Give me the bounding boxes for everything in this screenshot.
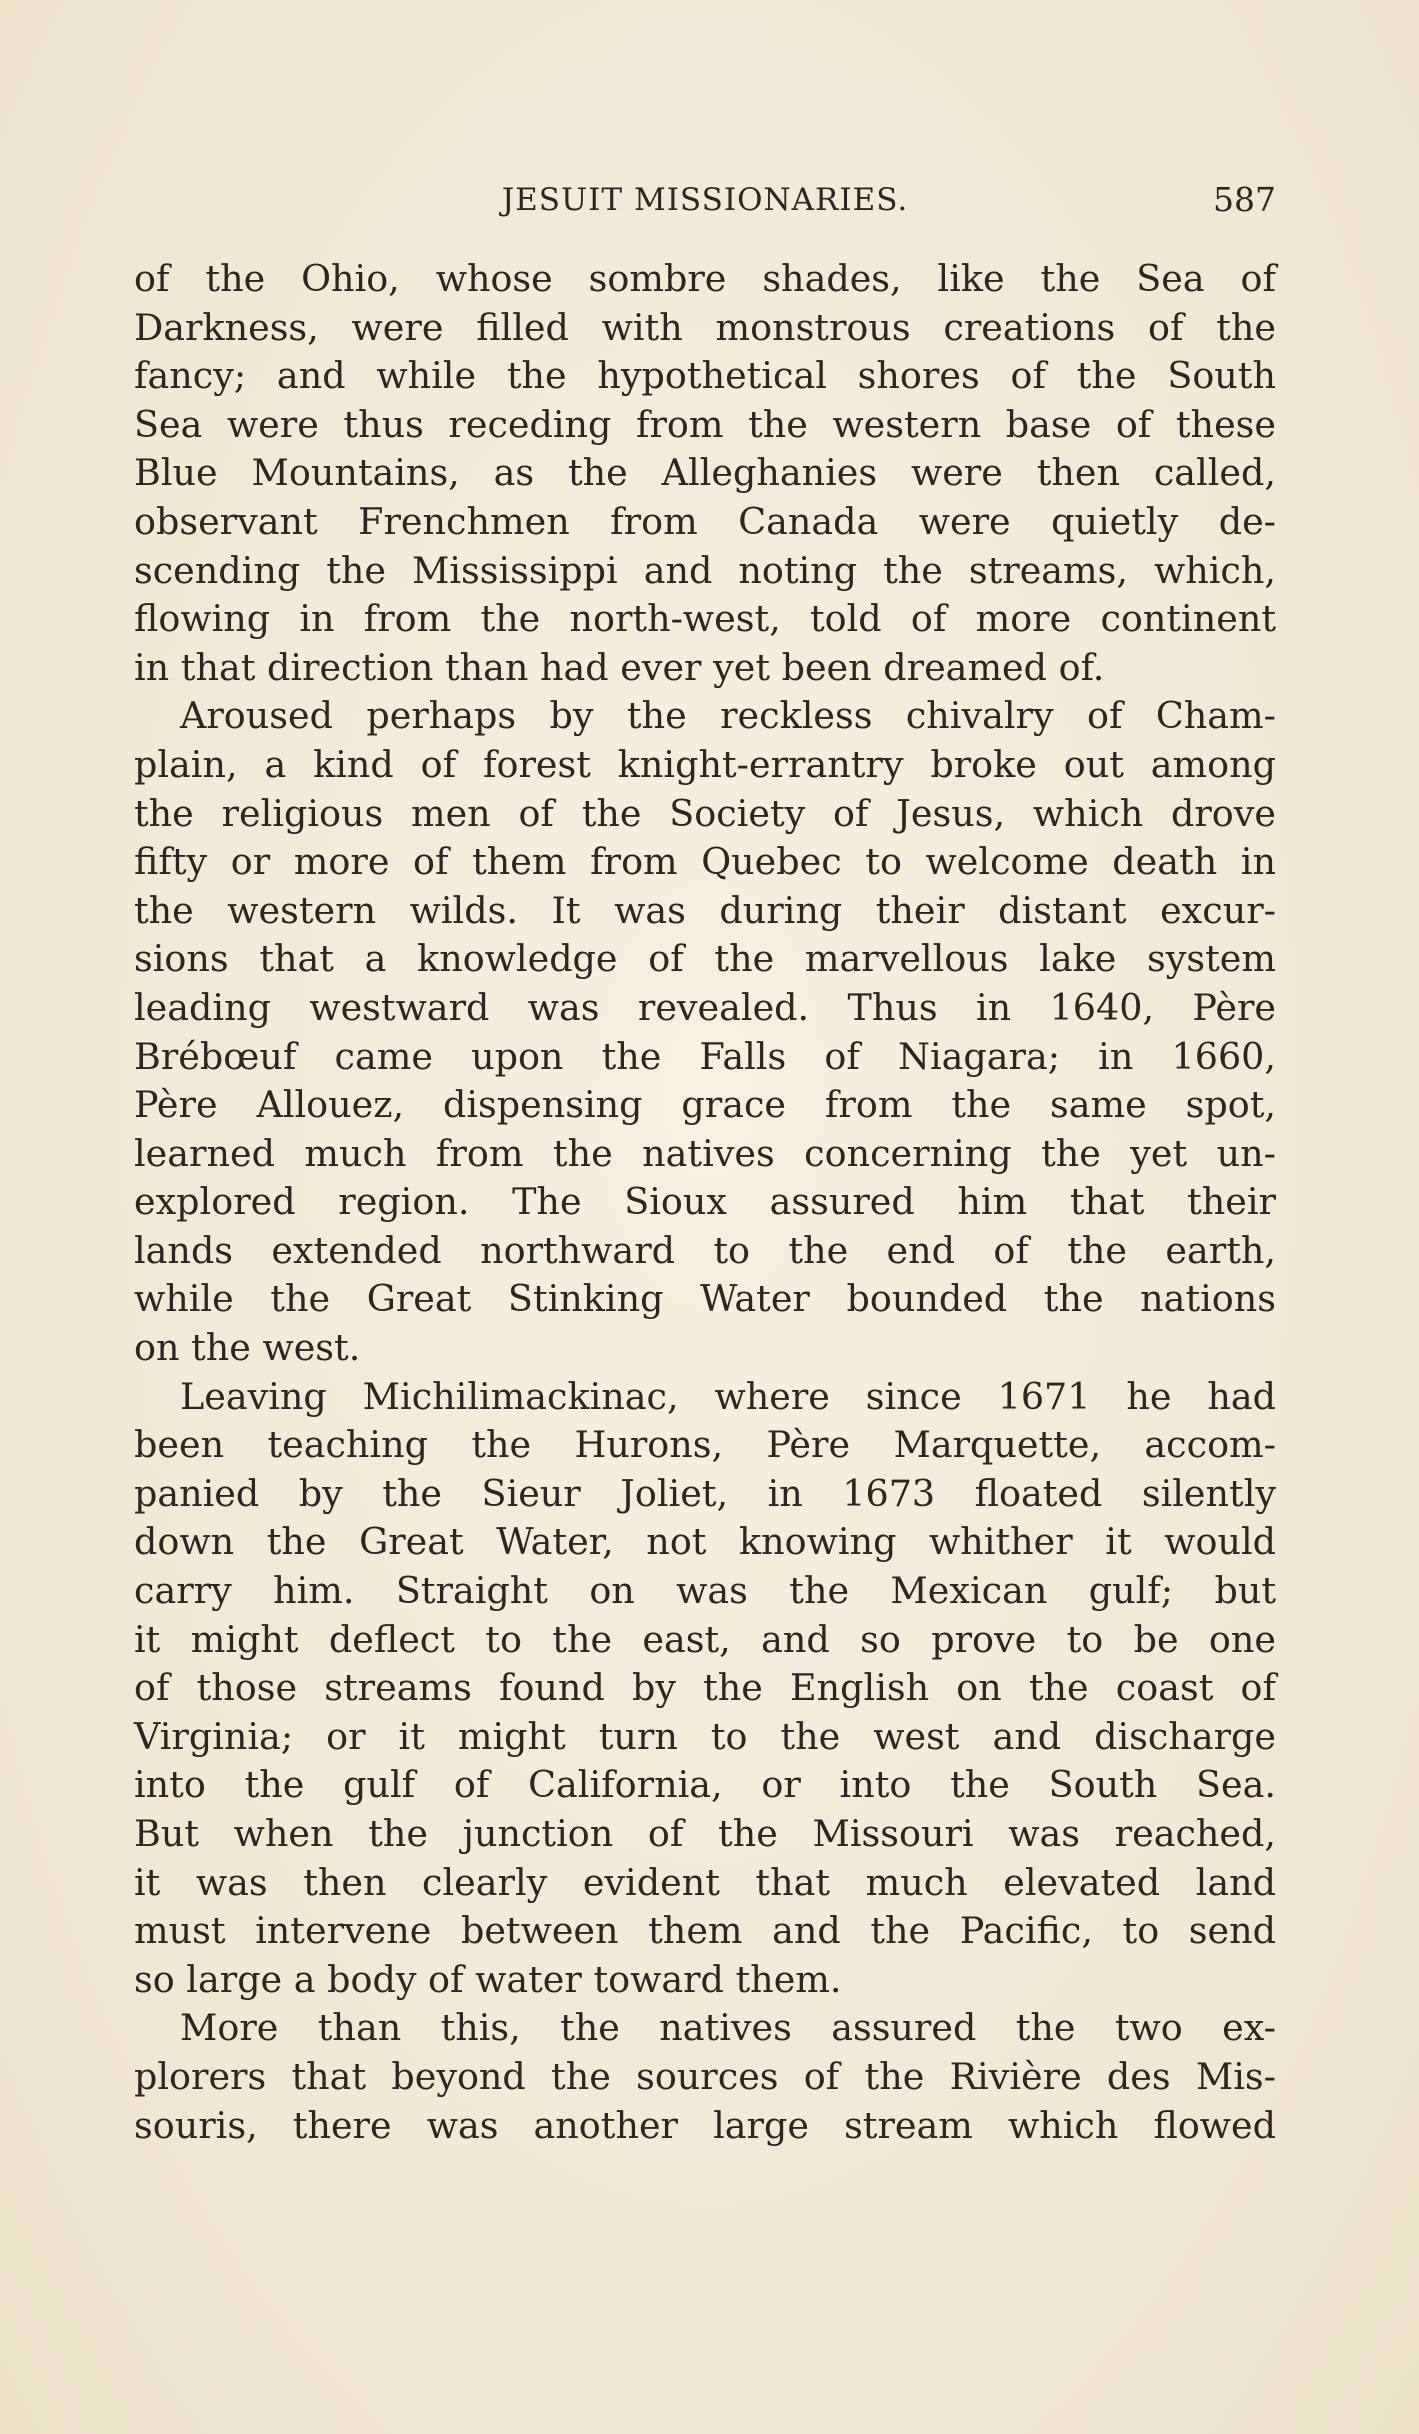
text-line: learned much from the natives concerning the yet un- [134, 1131, 1276, 1175]
text-line: been teaching the Hurons, Père Marquette, accom- [134, 1423, 1276, 1467]
page-number: 587 [1213, 180, 1276, 219]
text-line: carry him. Straight on was the Mexican gulf; but [134, 1569, 1276, 1613]
text-line: explored region. The Sioux assured him that their [134, 1180, 1276, 1224]
text-line: Virginia; or it might turn to the west and discharge [134, 1714, 1276, 1758]
text-line: observant Frenchmen from Canada were quietly de- [134, 499, 1276, 543]
text-line: plorers that beyond the sources of the Rivière des Mis- [134, 2054, 1276, 2098]
text-line: down the Great Water, not knowing whither it would [134, 1520, 1276, 1564]
text-line: Blue Mountains, as the Alleghanies were then called, [134, 451, 1276, 495]
text-line: the western wilds. It was during their distant excur- [134, 888, 1276, 932]
text-line: Sea were thus receding from the western base of these [134, 402, 1276, 446]
text-line: Aroused perhaps by the reckless chivalry of Cham- [180, 694, 1276, 738]
text-line: Brébœuf came upon the Falls of Niagara; in 1660, [134, 1034, 1276, 1078]
text-line: must intervene between them and the Pacific, to send [134, 1909, 1276, 1953]
text-line: Darkness, were filled with monstrous creations of the [134, 305, 1276, 349]
text-line: the religious men of the Society of Jesus, which drove [134, 791, 1276, 835]
text-line: plain, a kind of forest knight-errantry broke out among [134, 742, 1276, 786]
body-text [134, 255, 1276, 2150]
text-line: of the Ohio, whose sombre shades, like the Sea of [134, 257, 1276, 300]
text-line: while the Great Stinking Water bounded the nations [134, 1277, 1276, 1321]
text-line: Leaving Michilimackinac, where since 1671 he had [180, 1374, 1276, 1418]
text-line: leading westward was revealed. Thus in 1640, Père [134, 985, 1276, 1029]
running-title: JESUIT MISSIONARIES. [501, 182, 909, 218]
running-head [134, 178, 1276, 222]
text-line: into the gulf of California, or into the South Sea. [134, 1763, 1276, 1807]
text-line: in that direction than had ever yet been dreamed of. [134, 645, 1105, 689]
text-line: sions that a knowledge of the marvellous lake system [134, 937, 1276, 981]
text-line: panied by the Sieur Joliet, in 1673 floated silently [134, 1471, 1276, 1515]
text-line: Père Allouez, dispensing grace from the same spot, [134, 1083, 1276, 1127]
text-line: on the west. [134, 1326, 361, 1370]
text-line: souris, there was another large stream which flowed [134, 2103, 1276, 2147]
text-line: But when the junction of the Missouri was reached, [134, 1812, 1276, 1855]
text-line: More than this, the natives assured the two ex- [180, 2006, 1276, 2050]
text-line: lands extended northward to the end of the earth, [134, 1228, 1276, 1272]
text-line: fancy; and while the hypothetical shores of the South [134, 354, 1276, 398]
text-line: it might deflect to the east, and so prove to be one [134, 1617, 1276, 1661]
text-line: so large a body of water toward them. [134, 1957, 842, 2001]
text-line: fifty or more of them from Quebec to welcome death in [134, 840, 1276, 884]
text-line: scending the Mississippi and noting the streams, which, [134, 548, 1276, 592]
text-line: flowing in from the north-west, told of more continent [134, 597, 1276, 641]
text-line: of those streams found by the English on the coast of [134, 1666, 1276, 1710]
text-line: it was then clearly evident that much elevated land [134, 1860, 1276, 1904]
